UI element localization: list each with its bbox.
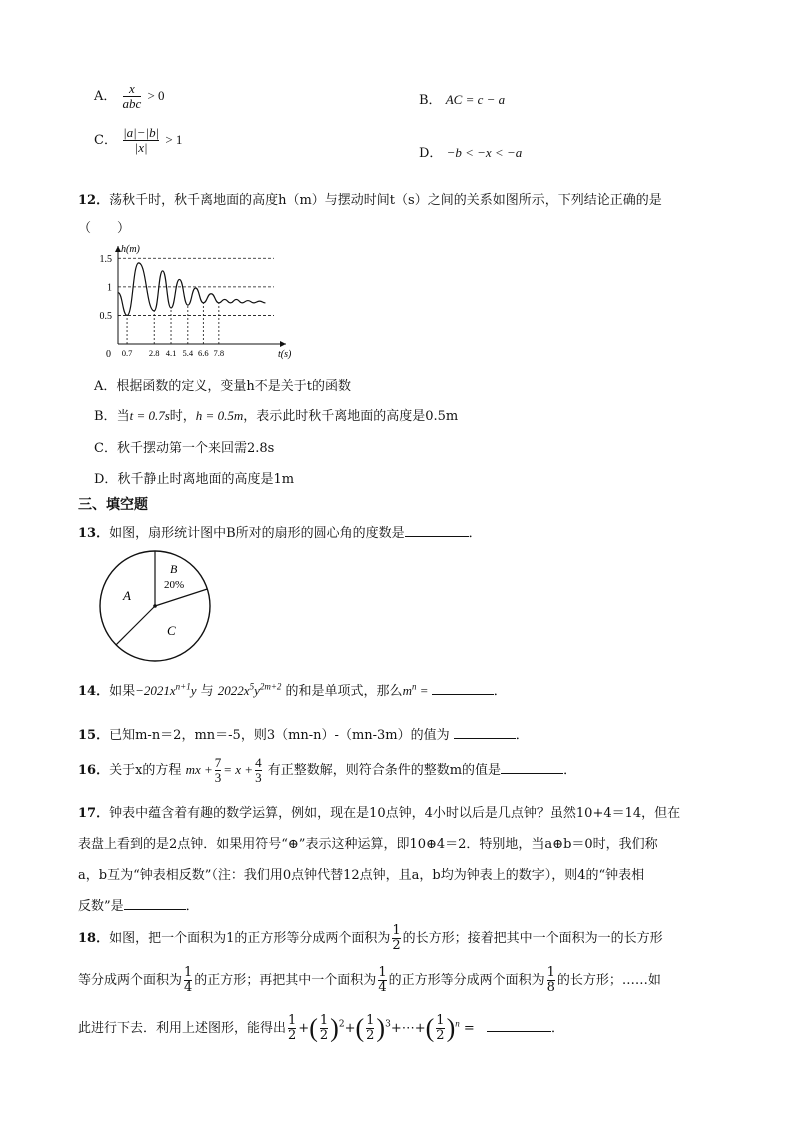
q17-line-3: a，b互为“钟表相反数”（注：我们用0点钟代替12点钟，且a，b均为钟表上的数字），则4的“钟表相	[78, 868, 645, 883]
answer-blank[interactable]	[124, 897, 186, 910]
q12-stem	[78, 189, 662, 208]
question-text: 关于x的方程	[109, 763, 182, 778]
fraction	[123, 126, 159, 155]
numerator: 7	[214, 755, 222, 770]
fraction-half	[436, 1014, 444, 1043]
left-paren: (	[355, 1013, 365, 1043]
monomial-1	[135, 683, 196, 698]
fraction	[123, 82, 142, 111]
math-text: 2022x	[217, 683, 250, 698]
period: ．	[468, 526, 482, 541]
q13-pie-chart	[96, 548, 216, 662]
fraction-half	[366, 1014, 374, 1043]
question-text: 的正方形等分成两个面积为	[388, 973, 545, 988]
pie-label-b: B	[170, 562, 178, 576]
plus-sign: +	[298, 1021, 310, 1036]
option-letter: B．	[94, 409, 117, 424]
numerator: 1	[378, 965, 387, 980]
q18-line-1	[78, 924, 663, 953]
math-text: mx +	[185, 762, 213, 777]
denominator: 2	[392, 938, 401, 953]
equals-sign: =	[463, 1021, 475, 1036]
math-text: y	[190, 683, 197, 698]
math-expression: −b < −x < −a	[446, 145, 523, 160]
option-letter: D．	[419, 146, 443, 161]
denominator: 2	[288, 1028, 297, 1043]
x-tick-label: 0.7	[121, 348, 133, 358]
question-text: 钟表中蕴含着有趣的数学运算，例如，现在是10点钟，4小时以后是几点钟？虽然10+4＝14，但在	[109, 806, 681, 821]
pie-label-b-percent: 20%	[164, 579, 185, 591]
math-expression: AC = c − a	[445, 92, 506, 107]
denominator: 4	[184, 980, 193, 995]
question-text: 的和是单项式，那么	[281, 684, 403, 699]
x-tick-label: 5.4	[182, 348, 194, 358]
y-tick-label: 1.5	[99, 253, 112, 265]
fraction	[215, 756, 222, 785]
exponent: n	[411, 681, 417, 692]
x-tick-label: 7.8	[213, 348, 225, 358]
q13-stem	[78, 522, 482, 541]
origin-label: 0	[106, 349, 111, 360]
q11-option-a	[94, 82, 165, 111]
question-text: 如果	[109, 684, 136, 699]
numerator: 1	[184, 965, 193, 980]
plus-sign: +	[344, 1021, 356, 1036]
question-text: 如图，把一个面积为1的正方形等分成两个面积为	[109, 931, 391, 946]
right-paren: )	[330, 1013, 339, 1043]
q11-option-d	[419, 142, 522, 161]
fraction-quarter	[378, 966, 386, 995]
fraction	[255, 756, 262, 785]
fraction-half	[288, 1014, 296, 1043]
q15-stem	[78, 724, 529, 743]
series-line	[118, 263, 265, 316]
fraction-eighth	[547, 966, 555, 995]
left-paren: (	[309, 1013, 318, 1043]
option-text: 根据函数的定义，变量h不是关于t的函数	[116, 379, 351, 394]
q12-option-b	[94, 405, 458, 424]
period: ．	[550, 1021, 564, 1036]
question-text: 等分成两个面积为	[78, 973, 183, 988]
answer-blank[interactable]	[487, 1019, 551, 1032]
denominator: 8	[546, 980, 555, 995]
option-text: 时，	[169, 409, 196, 424]
option-text: 秋千摆动第一个来回需2.8s	[116, 441, 275, 456]
x-tick-label: 2.8	[148, 348, 160, 358]
question-text: 的长方形；接着把其中一个面积为一的长方形	[402, 931, 663, 946]
numerator: 1	[288, 1013, 297, 1028]
pie-center	[153, 604, 157, 608]
q17-line-1	[78, 802, 680, 821]
question-text: 的长方形；……如	[556, 973, 661, 988]
denominator: 3	[255, 770, 262, 785]
period: ．	[563, 763, 577, 778]
fraction-half	[392, 924, 400, 953]
ellipsis: +⋯+	[390, 1021, 426, 1036]
question-text: 有正整数解，则符合条件的整数m的值是	[267, 763, 502, 778]
exponent: 2m+2	[259, 681, 282, 692]
option-letter: C．	[94, 133, 117, 148]
right-paren: )	[376, 1013, 386, 1043]
question-text: 的正方形；再把其中一个面积为	[194, 973, 377, 988]
denominator: 2	[319, 1028, 329, 1043]
numerator: 1	[436, 1013, 445, 1028]
exponent: n	[455, 1018, 460, 1029]
numerator: 1	[319, 1013, 329, 1028]
question-text: 如图，扇形统计图中B所对的扇形的圆心角的度数是	[109, 526, 405, 541]
q18-line-3	[78, 1014, 564, 1043]
q17-line-2: 表盘上看到的是2点钟．如果用符号“⊕”表示这种运算，即10⊕4＝2．特别地，当a⊕b＝0时，我们称	[78, 837, 658, 852]
x-axis-label: t(s)	[278, 349, 292, 360]
answer-blank[interactable]	[454, 726, 516, 739]
denominator: |x|	[123, 140, 159, 155]
question-number: 17．	[78, 806, 110, 821]
exponent: 3	[385, 1019, 391, 1030]
q12-chart	[94, 240, 290, 360]
numerator: 1	[392, 923, 401, 938]
denominator: 3	[214, 770, 222, 785]
answer-blank[interactable]	[405, 524, 469, 537]
denominator: abc	[122, 96, 142, 111]
answer-blank[interactable]	[501, 761, 563, 774]
period: ．	[185, 899, 199, 914]
inequality: > 0	[147, 88, 165, 103]
option-letter: A．	[94, 379, 117, 394]
answer-blank[interactable]	[432, 682, 494, 695]
inequality: > 1	[165, 132, 183, 147]
math-text: =	[416, 683, 432, 698]
option-letter: A．	[94, 89, 117, 104]
pie-label-c: C	[167, 623, 176, 638]
question-number: 14．	[78, 684, 110, 699]
pie-label-a: A	[123, 588, 131, 603]
question-text: 反数”是	[78, 899, 124, 914]
exponent: n+1	[175, 681, 191, 692]
question-text: 荡秋千时，秋千离地面的高度h（m）与摆动时间t（s）之间的关系如图所示，下列结论正确的是	[109, 193, 662, 208]
denominator: 4	[378, 980, 387, 995]
exponent: 5	[249, 681, 255, 692]
y-axis-label: h(m)	[121, 244, 140, 255]
fraction-quarter	[184, 966, 192, 995]
question-number: 13．	[78, 526, 110, 541]
math-text: = x +	[223, 762, 254, 777]
denominator: 2	[436, 1028, 445, 1043]
question-text: 此进行下去．利用上述图形，能得出	[78, 1021, 287, 1036]
math-text: m	[402, 683, 412, 698]
left-paren: (	[425, 1013, 435, 1043]
math-expression: h = 0.5m	[195, 408, 244, 423]
q12-answer-paren: （ ）	[78, 221, 131, 236]
question-number: 12．	[78, 193, 110, 208]
option-letter: D．	[94, 472, 118, 487]
y-tick-label: 1	[107, 282, 112, 294]
q12-option-d	[94, 468, 294, 487]
x-tick-label: 6.6	[198, 348, 209, 358]
q16-stem	[78, 756, 576, 785]
math-text: y	[254, 683, 260, 698]
q17-line-4	[78, 895, 199, 914]
period: ．	[515, 728, 529, 743]
monomial-2	[218, 683, 282, 698]
option-text: 当	[116, 409, 130, 424]
right-paren: )	[446, 1013, 456, 1043]
q11-option-c	[94, 126, 182, 155]
q11-option-b	[419, 89, 505, 108]
option-text: ，表示此时秋千离地面的高度是0.5m	[243, 409, 459, 424]
question-number: 18．	[78, 931, 110, 946]
numerator: 1	[546, 965, 555, 980]
q12-option-a	[94, 375, 351, 394]
option-letter: C．	[94, 441, 117, 456]
question-number: 15．	[78, 728, 110, 743]
fraction-half	[320, 1014, 328, 1043]
section-heading: 三、填空题	[78, 497, 148, 513]
period: ．	[493, 684, 507, 699]
y-tick-label: 0.5	[99, 310, 112, 322]
question-text: 与	[196, 684, 218, 699]
numerator: x	[129, 81, 135, 96]
q12-option-c	[94, 437, 274, 456]
numerator: |a|−|b|	[123, 125, 160, 140]
x-tick-label: 4.1	[165, 348, 177, 358]
option-letter: B．	[419, 93, 442, 108]
math-expression: t = 0.7s	[129, 408, 170, 423]
x-axis-arrow	[280, 341, 286, 347]
exponent: 2	[338, 1019, 345, 1030]
question-text: 已知m-n＝2，mn＝-5，则3（mn-n）-（mn-3m）的值为	[109, 728, 450, 743]
q14-stem	[78, 680, 507, 699]
option-text: 秋千静止时离地面的高度是1m	[117, 472, 295, 487]
numerator: 4	[255, 755, 262, 770]
denominator: 2	[366, 1028, 375, 1043]
q18-line-2	[78, 966, 661, 995]
question-number: 16．	[78, 763, 110, 778]
numerator: 1	[366, 1013, 375, 1028]
power-expression	[403, 683, 432, 698]
math-text: −2021x	[135, 683, 176, 698]
